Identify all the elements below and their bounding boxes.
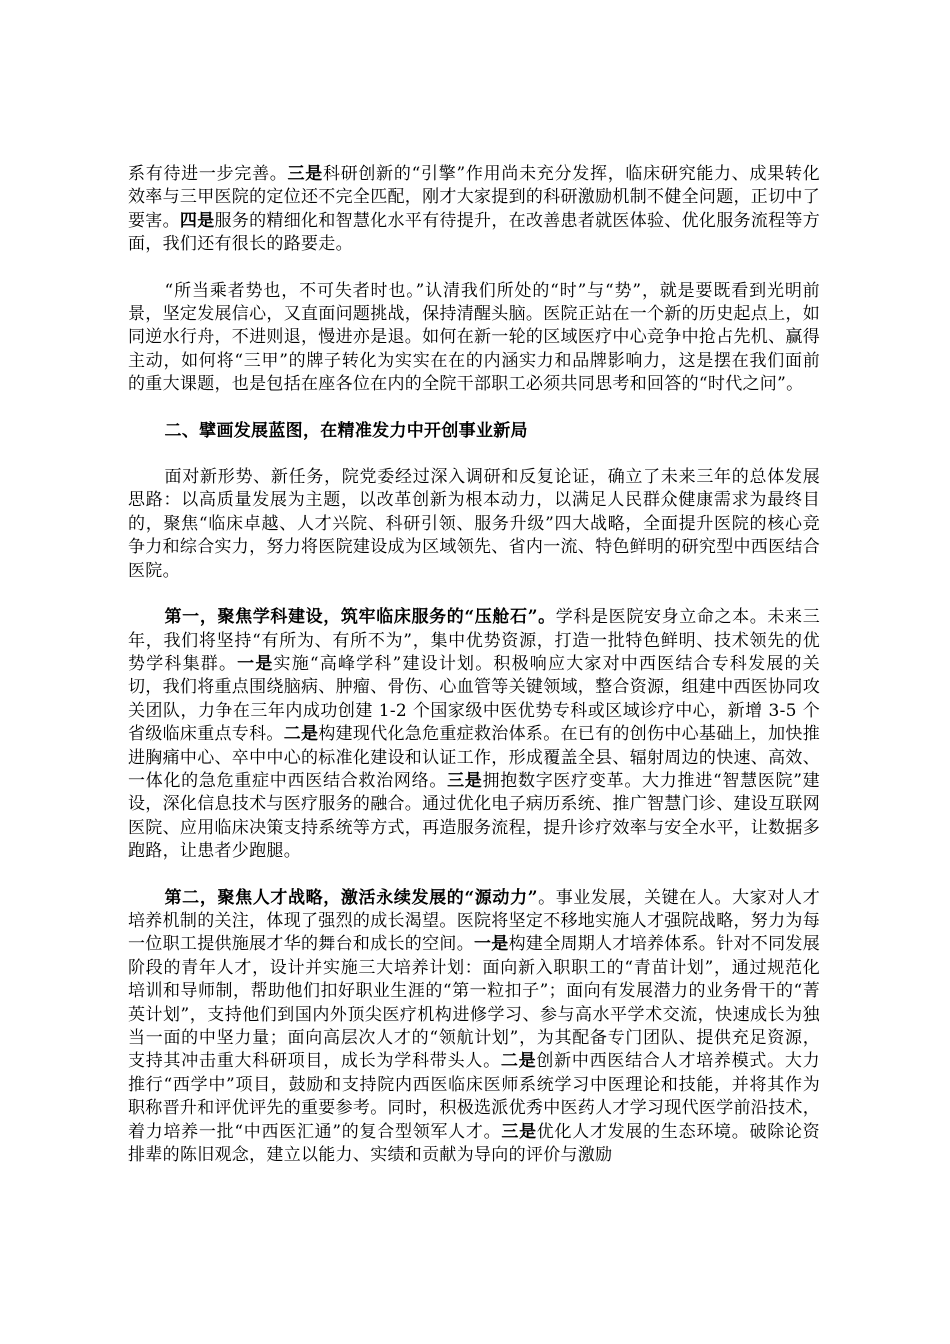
bold-run: 三是 — [501, 1121, 537, 1142]
text-run: 实施“高峰学科”建设计划。积极响应大家对中西医结合专科发展的关切，我们将重点围绕脑病、肿瘤、骨伤、心血管等关键领域，整合资源，组建中西医协同攻关团队，力争在三年内成功创建 1-2 个国家级中医优势专科或区域诊疗中心，新增 3-5 个省级临床重点专科。 — [128, 653, 820, 745]
paragraph-spacer — [128, 864, 820, 887]
bold-run: 一是 — [474, 934, 509, 955]
text-run: 创新中西医结合人才培养模式。大力推行“西学中”项目，鼓励和支持院内西医临床医师系统学习中医理论和技能，并将其作为职称晋升和评优评先的重要参考。同时，积极选派优秀中医药人才学习现代医学前沿技术，着力培养一批“中西医汇通”的复合型领军人才。 — [128, 1051, 820, 1142]
paragraph-4 — [128, 606, 820, 863]
paragraph-2 — [128, 280, 820, 397]
paragraph-spacer — [128, 443, 820, 466]
text-run: “所当乘者势也，不可失者时也。”认清我们所处的“时”与“势”，就是要既看到光明前景，坚定发展信心，又直面问题挑战，保持清醒头脑。医院正站在一个新的历史起点上，如同逆水行舟，不进则退，慢进亦是退。如何在新一轮的区域医疗中心竞争中抢占先机、赢得主动，如何将“三甲”的牌子转化为实实在在的内涵实力和品牌影响力，这是摆在我们面前的重大课题，也是包括在座各位在内的全院干部职工必须共同思考和回答的“时代之问”。 — [128, 280, 820, 395]
text-run: 优化人才发展的生态环境。破除论资排辈的陈旧观念，建立以能力、实绩和贡献为导向的评价与激励 — [128, 1121, 820, 1166]
paragraph-3 — [128, 466, 820, 583]
paragraph-spacer — [128, 583, 820, 606]
text-run: 科研创新的“引擎”作用尚未充分发挥，临床研究能力、成果转化效率与三甲医院的定位还不完全匹配，刚才大家提到的科研激励机制不健全问题，正切中了要害。 — [128, 164, 820, 231]
document-page — [128, 163, 820, 1167]
paragraph-spacer — [128, 397, 820, 420]
paragraph-1 — [128, 163, 820, 257]
text-run: 拥抱数字医疗变革。大力推进“智慧医院”建设，深化信息技术与医疗服务的融合。通过优化电子病历系统、推广智慧门诊、建设互联网医院、应用临床决策支持系统等方式，再造服务流程，提升诊疗效率与安全水平，让数据多跑路，让患者少跑腿。 — [128, 770, 820, 862]
text-run: 面对新形势、新任务，院党委经过深入调研和反复论证，确立了未来三年的总体发展思路：以高质量发展为主题，以改革创新为根本动力，以满足人民群众健康需求为最终目的，聚焦“临床卓越、人才兴院、科研引领、服务升级”四大战略，全面提升医院的核心竞争力和综合实力，努力将医院建设成为区域领先、省内一流、特色鲜明的研究型中西医结合医院。 — [128, 467, 820, 581]
paragraph-5 — [128, 887, 820, 1168]
heading-text: 二、擘画发展蓝图，在精准发力中开创事业新局 — [164, 420, 528, 441]
text-run: 。事业发展，关键在人。大家对人才培养机制的关注，体现了强烈的成长渴望。医院将坚定不移地实施人才强院战略，努力为每一位职工提供施展才华的舞台和成长的空间。 — [128, 887, 820, 955]
text-run: 构建现代化急危重症救治体系。在已有的创伤中心基础上，加快推进胸痛中心、卒中中心的标准化建设和认证工作，形成覆盖全县、辐射周边的快速、高效、一体化的急危重症中西医结合救治网络。 — [128, 724, 821, 791]
bold-run: 第一，聚焦学科建设，筑牢临床服务的“压舱石”。 — [164, 607, 556, 628]
paragraph-spacer — [128, 257, 820, 280]
text-run: 服务的精细化和智慧化水平有待提升，在改善患者就医体验、优化服务流程等方面，我们还有很长的路要走。 — [128, 210, 821, 255]
text-run: 学科是医院安身立命之本。未来三年，我们将坚持“有所为、有所不为”，集中优势资源，打造一批特色鲜明、技术领先的优势学科集群。 — [128, 607, 820, 674]
bold-run: 三是 — [447, 770, 483, 791]
bold-run: 四是 — [179, 210, 215, 231]
text-run: 构建全周期人才培养体系。针对不同发展阶段的青年人才，设计并实施三大培养计划：面向新入职职工的“青苗计划”，通过规范化培训和导师制，帮助他们扣好职业生涯的“第一粒扣子”；面向有发展潜力的业务骨干的“菁英计划”，支持他们到国内外顶尖医疗机构进修学习、参与高水平学术交流，快速成长为独当一面的中坚力量；面向高层次人才的“领航计划”，为其配备专门团队、提供充足资源，支持其冲击重大科研项目，成长为学科带头人。 — [128, 934, 821, 1072]
bold-run: 三是 — [287, 164, 323, 184]
bold-run: 第二，聚焦人才战略，激活永续发展的“源动力” — [164, 887, 538, 908]
bold-run: 一是 — [237, 653, 274, 674]
section-heading — [128, 420, 820, 443]
bold-run: 二是 — [500, 1051, 537, 1072]
text-run: 系有待进一步完善。 — [128, 164, 288, 184]
bold-run: 二是 — [283, 724, 319, 745]
